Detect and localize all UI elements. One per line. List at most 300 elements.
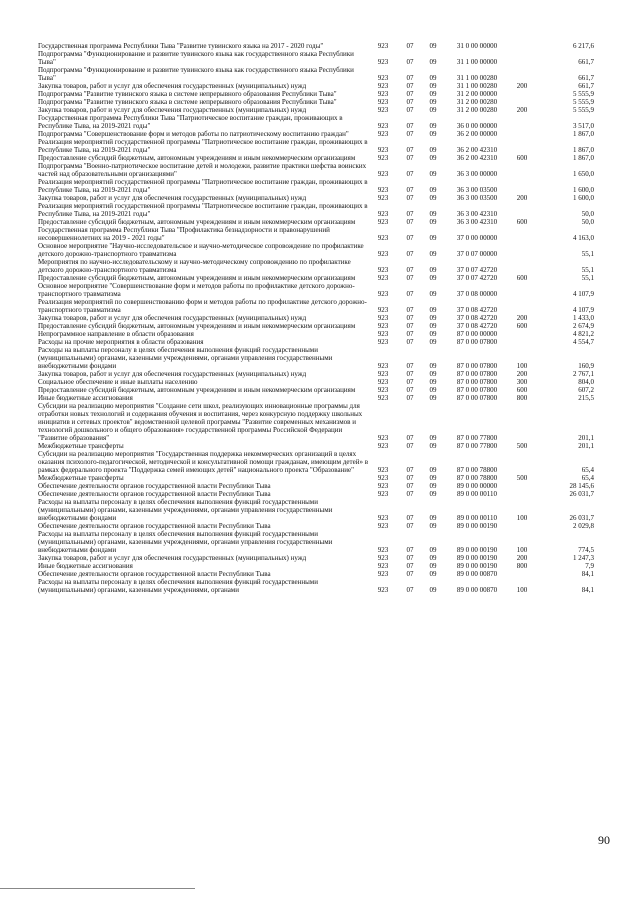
row-expense-type <box>510 570 534 578</box>
row-amount: 55,1 <box>581 274 594 282</box>
row-amount: 1 247,3 <box>573 554 594 562</box>
row-amount: 4 163,0 <box>573 234 594 242</box>
row-expense-type <box>510 42 534 50</box>
row-name: Расходы на выплаты персоналу в целях обеспечения выполнения функций государственными (муниципальными) органами, казенными учреждениями, органами <box>38 578 318 594</box>
row-subsection: 09 <box>429 218 437 226</box>
row-subsection: 09 <box>429 98 437 106</box>
table-row <box>38 50 594 66</box>
row-section: 07 <box>406 362 414 370</box>
row-section: 07 <box>406 434 414 442</box>
row-ministry: 923 <box>377 234 389 242</box>
row-section: 07 <box>406 554 414 562</box>
row-section: 07 <box>406 210 414 218</box>
row-subsection: 09 <box>429 58 437 66</box>
row-ministry: 923 <box>377 266 389 274</box>
table-row <box>38 138 594 154</box>
row-target-article: 87 0 00 00000 <box>456 330 498 338</box>
row-section: 07 <box>406 146 414 154</box>
row-subsection: 09 <box>429 522 437 530</box>
row-ministry: 923 <box>377 210 389 218</box>
row-expense-type: 100 <box>516 546 528 554</box>
row-name: Предоставление субсидий бюджетным, автономным учреждениям и иным некоммерческим организациям <box>38 274 356 282</box>
row-subsection: 09 <box>429 338 437 346</box>
row-amount: 774,5 <box>578 546 594 554</box>
row-ministry: 923 <box>377 274 389 282</box>
row-target-article: 87 0 00 77800 <box>456 442 498 450</box>
row-section: 07 <box>406 106 414 114</box>
row-amount: 26 031,7 <box>569 514 594 522</box>
row-section: 07 <box>406 98 414 106</box>
row-name: Предоставление субсидий бюджетным, автономным учреждениям и иным некоммерческим организациям <box>38 386 356 394</box>
row-name: Субсидии на реализацию мероприятия "Создание сети школ, реализующих инновационные программы для отработки новых технологий и содержания обучения и воспитания, через конкурсную поддержку школьных инициатив и сетевых проектов" ведомственной целевой программы "Развитие современных механизмов и технологий дошкольного и общего образования» государственной программы Российской Федерации "Развитие образования" <box>38 402 363 442</box>
row-amount: 1 433,0 <box>573 314 594 322</box>
row-expense-type <box>510 66 534 82</box>
row-target-article: 89 0 00 00190 <box>456 554 498 562</box>
row-name: Предоставление субсидий бюджетным, автономным учреждениям и иным некоммерческим организациям <box>38 218 356 226</box>
row-section: 07 <box>406 250 414 258</box>
row-ministry: 923 <box>377 186 389 194</box>
row-section: 07 <box>406 74 414 82</box>
row-amount: 2 029,8 <box>573 522 594 530</box>
row-expense-type <box>510 138 534 154</box>
row-section: 07 <box>406 442 414 450</box>
row-subsection: 09 <box>429 434 437 442</box>
row-ministry: 923 <box>377 386 389 394</box>
row-name: Предоставление субсидий бюджетным, автономным учреждениям и иным некоммерческим организациям <box>38 322 356 330</box>
row-section: 07 <box>406 490 414 498</box>
row-expense-type: 100 <box>516 514 528 522</box>
row-ministry: 923 <box>377 338 389 346</box>
table-row <box>38 402 594 442</box>
row-ministry: 923 <box>377 562 389 570</box>
row-expense-type: 800 <box>516 394 528 402</box>
row-expense-type <box>510 162 534 178</box>
row-section: 07 <box>406 330 414 338</box>
row-subsection: 09 <box>429 82 437 90</box>
row-section: 07 <box>406 522 414 530</box>
row-name: Государственная программа Республики Тыва "Развитие тувинского языка на 2017 - 2020 годы" <box>38 42 324 50</box>
row-name: Подпрограмма "Совершенствование форм и методов работы по патриотическому воспитанию граждан" <box>38 130 349 138</box>
row-ministry: 923 <box>377 514 389 522</box>
row-section: 07 <box>406 370 414 378</box>
row-amount: 1 867,0 <box>573 154 594 162</box>
row-subsection: 09 <box>429 290 437 298</box>
table-row <box>38 346 594 370</box>
row-expense-type: 200 <box>516 370 528 378</box>
row-subsection: 09 <box>429 362 437 370</box>
row-expense-type: 600 <box>516 386 528 394</box>
row-subsection: 09 <box>429 210 437 218</box>
row-target-article: 89 0 00 00110 <box>457 490 497 498</box>
table-row <box>38 490 594 498</box>
table-row <box>38 322 594 330</box>
row-name: Обеспечение деятельности органов государственной власти Республики Тыва <box>38 482 271 490</box>
row-ministry: 923 <box>377 546 389 554</box>
row-target-article: 31 1 00 00000 <box>456 58 498 66</box>
page-number: 90 <box>598 833 610 847</box>
row-target-article: 89 0 00 00870 <box>456 586 498 594</box>
table-row <box>38 98 594 106</box>
row-ministry: 923 <box>377 74 389 82</box>
row-target-article: 89 0 00 00110 <box>457 514 497 522</box>
row-section: 07 <box>406 482 414 490</box>
row-target-article: 37 0 08 42720 <box>456 322 498 330</box>
row-subsection: 09 <box>429 146 437 154</box>
table-row <box>38 114 594 130</box>
row-name: Социальное обеспечение и иные выплаты населению <box>38 378 198 386</box>
row-name: Обеспечение деятельности органов государственной власти Республики Тыва <box>38 570 271 578</box>
row-name: Подпрограмма "Развитие тувинского языка в системе непрерывного образования Республики Тыва" <box>38 98 337 106</box>
row-ministry: 923 <box>377 250 389 258</box>
row-ministry: 923 <box>377 194 389 202</box>
row-ministry: 923 <box>377 170 389 178</box>
row-expense-type: 500 <box>516 442 528 450</box>
row-subsection: 09 <box>429 570 437 578</box>
table-row <box>38 298 594 314</box>
row-section: 07 <box>406 194 414 202</box>
row-section: 07 <box>406 82 414 90</box>
row-expense-type: 500 <box>516 474 528 482</box>
row-ministry: 923 <box>377 130 389 138</box>
row-subsection: 09 <box>429 266 437 274</box>
row-ministry: 923 <box>377 522 389 530</box>
row-name: Закупка товаров, работ и услуг для обеспечения государственных (муниципальных) нужд <box>38 554 307 562</box>
row-subsection: 09 <box>429 314 437 322</box>
row-section: 07 <box>406 378 414 386</box>
row-name: Межбюджетные трансферты <box>38 442 124 450</box>
row-ministry: 923 <box>377 378 389 386</box>
table-row <box>38 530 594 554</box>
row-expense-type <box>510 482 534 490</box>
row-target-article: 87 0 00 07800 <box>456 378 498 386</box>
row-name: Иные бюджетные ассигнования <box>38 394 133 402</box>
row-ministry: 923 <box>377 394 389 402</box>
table-row <box>38 42 594 50</box>
table-row <box>38 338 594 346</box>
table-row <box>38 570 594 578</box>
row-target-article: 36 3 00 03500 <box>456 194 498 202</box>
table-row <box>38 242 594 258</box>
row-expense-type: 200 <box>516 314 528 322</box>
row-name: Реализация мероприятий государственной программы "Патриотическое воспитание граждан, проживающих в Республике Тыва, на 2019-2021 годы" <box>38 138 368 154</box>
row-name: Реализация мероприятий государственной программы "Патриотическое воспитание граждан, проживающих в Республике Тыва, на 2019-2021 годы" <box>38 178 368 194</box>
table-row <box>38 162 594 178</box>
row-amount: 5 555,9 <box>573 106 594 114</box>
row-amount: 661,7 <box>578 74 594 82</box>
table-row <box>38 194 594 202</box>
row-name: Реализация мероприятий государственной программы "Патриотическое воспитание граждан, проживающих в Республике Тыва, на 2019-2021 годы" <box>38 202 368 218</box>
table-row <box>38 554 594 562</box>
row-amount: 661,7 <box>578 82 594 90</box>
table-row <box>38 106 594 114</box>
table-row <box>38 578 594 594</box>
row-ministry: 923 <box>377 554 389 562</box>
row-section: 07 <box>406 570 414 578</box>
row-amount: 3 517,0 <box>573 122 594 130</box>
row-expense-type <box>510 130 534 138</box>
row-subsection: 09 <box>429 442 437 450</box>
table-row <box>38 66 594 82</box>
row-amount: 607,2 <box>578 386 594 394</box>
row-section: 07 <box>406 266 414 274</box>
row-section: 07 <box>406 90 414 98</box>
row-ministry: 923 <box>377 330 389 338</box>
row-expense-type: 100 <box>516 362 528 370</box>
row-amount: 65,4 <box>581 466 594 474</box>
row-amount: 1 650,0 <box>573 170 594 178</box>
row-expense-type <box>510 450 534 474</box>
row-amount: 50,0 <box>581 210 594 218</box>
row-expense-type <box>510 330 534 338</box>
row-expense-type <box>510 242 534 258</box>
row-ministry: 923 <box>377 82 389 90</box>
row-name: Основное мероприятие "Научно-исследовательское и научно-методическое сопровождение по профилактике детского дорожно-транспортного травматизма <box>38 242 364 258</box>
row-subsection: 09 <box>429 466 437 474</box>
row-target-article: 37 0 07 42720 <box>456 266 498 274</box>
row-expense-type: 300 <box>516 378 528 386</box>
row-amount: 1 600,0 <box>573 186 594 194</box>
row-subsection: 09 <box>429 274 437 282</box>
row-name: Закупка товаров, работ и услуг для обеспечения государственных (муниципальных) нужд <box>38 82 307 90</box>
row-subsection: 09 <box>429 474 437 482</box>
row-ministry: 923 <box>377 362 389 370</box>
row-section: 07 <box>406 546 414 554</box>
row-amount: 6 217,6 <box>573 42 594 50</box>
row-target-article: 31 1 00 00280 <box>456 82 498 90</box>
table-row <box>38 370 594 378</box>
row-section: 07 <box>406 234 414 242</box>
row-target-article: 37 0 07 00000 <box>456 250 498 258</box>
row-subsection: 09 <box>429 170 437 178</box>
row-expense-type: 100 <box>516 586 528 594</box>
row-name: Расходы на выплаты персоналу в целях обеспечения выполнения функций государственными (муниципальными) органами, казенными учреждениями, органами управления государственными внебюджетными фондами <box>38 346 333 370</box>
row-amount: 84,1 <box>581 570 594 578</box>
row-target-article: 36 3 00 00000 <box>456 170 498 178</box>
row-section: 07 <box>406 58 414 66</box>
row-expense-type: 600 <box>516 274 528 282</box>
row-expense-type <box>510 90 534 98</box>
row-name: Обеспечение деятельности органов государственной власти Республики Тыва <box>38 522 271 530</box>
table-row <box>38 522 594 530</box>
row-section: 07 <box>406 394 414 402</box>
row-ministry: 923 <box>377 290 389 298</box>
row-name: Непрограммное направление в области образования <box>38 330 194 338</box>
row-target-article: 36 2 00 42310 <box>456 154 498 162</box>
row-ministry: 923 <box>377 442 389 450</box>
row-expense-type <box>510 226 534 242</box>
row-ministry: 923 <box>377 106 389 114</box>
row-expense-type <box>510 298 534 314</box>
row-expense-type: 600 <box>516 154 528 162</box>
row-amount: 65,4 <box>581 474 594 482</box>
table-row <box>38 450 594 474</box>
row-subsection: 09 <box>429 42 437 50</box>
row-subsection: 09 <box>429 554 437 562</box>
row-name: Подпрограмма "Военно-патриотическое воспитание детей и молодежи, развитие практики шефства воинских частей над образовательными организациями" <box>38 162 367 178</box>
row-amount: 1 867,0 <box>573 130 594 138</box>
row-expense-type: 800 <box>516 562 528 570</box>
row-amount: 160,9 <box>578 362 594 370</box>
row-amount: 4 107,9 <box>573 290 594 298</box>
row-target-article: 37 0 00 00000 <box>456 234 498 242</box>
row-subsection: 09 <box>429 490 437 498</box>
row-target-article: 37 0 08 42720 <box>456 306 498 314</box>
row-target-article: 37 0 08 00000 <box>456 290 498 298</box>
row-name: Расходы на выплаты персоналу в целях обеспечения выполнения функций государственными (муниципальными) органами, казенными учреждениями, органами управления государственными внебюджетными фондами <box>38 530 333 554</box>
row-section: 07 <box>406 306 414 314</box>
row-ministry: 923 <box>377 146 389 154</box>
row-name: Реализация мероприятий по совершенствованию форм и методов работы по профилактике детского дорожно-транспортного травматизма <box>38 298 367 314</box>
row-expense-type <box>510 178 534 194</box>
row-name: Субсидии на реализацию мероприятия "Государственная поддержка некоммерческих организаций в целях оказания психолого-педагогической, методической и консультативной помощи гражданам, имеющим детей» в рамках федерального проекта "Поддержка семей имеющих детей" национального проекта "Образование" <box>38 450 368 474</box>
row-amount: 28 145,6 <box>569 482 594 490</box>
budget-table-body <box>38 42 594 594</box>
row-name: Подпрограмма "Функционирование и развитие тувинского языка как государственного языка Республики Тыва" <box>38 66 354 82</box>
row-section: 07 <box>406 170 414 178</box>
row-target-article: 87 0 00 77800 <box>456 434 498 442</box>
row-expense-type: 200 <box>516 106 528 114</box>
row-name: Основное мероприятие "Совершенствование форм и методов работы по профилактике детского дорожно-транспортного травматизма <box>38 282 355 298</box>
row-subsection: 09 <box>429 250 437 258</box>
row-ministry: 923 <box>377 122 389 130</box>
table-row <box>38 378 594 386</box>
row-target-article: 31 2 00 00000 <box>456 90 498 98</box>
row-amount: 804,0 <box>578 378 594 386</box>
row-name: Предоставление субсидий бюджетным, автономным учреждениям и иным некоммерческим организациям <box>38 154 356 162</box>
budget-table <box>38 42 594 594</box>
table-row <box>38 274 594 282</box>
footer-rule <box>0 888 195 889</box>
row-name: Закупка товаров, работ и услуг для обеспечения государственных (муниципальных) нужд <box>38 106 307 114</box>
row-target-article: 31 1 00 00280 <box>456 74 498 82</box>
row-section: 07 <box>406 314 414 322</box>
row-amount: 4 821,2 <box>573 330 594 338</box>
row-subsection: 09 <box>429 130 437 138</box>
row-target-article: 87 0 00 78800 <box>456 474 498 482</box>
row-ministry: 923 <box>377 474 389 482</box>
row-amount: 5 555,9 <box>573 98 594 106</box>
row-section: 07 <box>406 122 414 130</box>
row-target-article: 36 2 00 00000 <box>456 130 498 138</box>
row-section: 07 <box>406 154 414 162</box>
row-amount: 55,1 <box>581 266 594 274</box>
row-target-article: 89 0 00 00870 <box>456 570 498 578</box>
row-ministry: 923 <box>377 570 389 578</box>
row-expense-type: 600 <box>516 218 528 226</box>
row-expense-type <box>510 202 534 218</box>
row-subsection: 09 <box>429 186 437 194</box>
row-subsection: 09 <box>429 562 437 570</box>
table-row <box>38 282 594 298</box>
row-target-article: 36 3 00 42310 <box>456 218 498 226</box>
row-expense-type <box>510 258 534 274</box>
row-amount: 1 600,0 <box>573 194 594 202</box>
row-section: 07 <box>406 562 414 570</box>
row-name: Закупка товаров, работ и услуг для обеспечения государственных (муниципальных) нужд <box>38 194 307 202</box>
row-target-article: 36 3 00 03500 <box>456 186 498 194</box>
row-ministry: 923 <box>377 314 389 322</box>
row-target-article: 37 0 07 42720 <box>456 274 498 282</box>
table-row <box>38 442 594 450</box>
row-ministry: 923 <box>377 42 389 50</box>
table-row <box>38 218 594 226</box>
row-name: Иные бюджетные ассигнования <box>38 562 133 570</box>
row-subsection: 09 <box>429 386 437 394</box>
row-amount: 4 554,7 <box>573 338 594 346</box>
row-target-article: 87 0 00 07800 <box>456 386 498 394</box>
row-expense-type: 200 <box>516 82 528 90</box>
row-ministry: 923 <box>377 90 389 98</box>
row-ministry: 923 <box>377 58 389 66</box>
table-row <box>38 394 594 402</box>
row-target-article: 31 0 00 00000 <box>456 42 498 50</box>
row-amount: 1 867,0 <box>573 146 594 154</box>
row-subsection: 09 <box>429 330 437 338</box>
row-subsection: 09 <box>429 322 437 330</box>
row-section: 07 <box>406 474 414 482</box>
row-section: 07 <box>406 514 414 522</box>
table-row <box>38 474 594 482</box>
row-ministry: 923 <box>377 322 389 330</box>
row-expense-type: 200 <box>516 194 528 202</box>
row-ministry: 923 <box>377 370 389 378</box>
row-name: Государственная программа Республики Тыва "Патриотическое воспитание граждан, проживающих в Республике Тыва, на 2019-2021 годы" <box>38 114 343 130</box>
row-target-article: 36 3 00 42310 <box>456 210 498 218</box>
row-expense-type <box>510 402 534 442</box>
row-subsection: 09 <box>429 306 437 314</box>
row-section: 07 <box>406 218 414 226</box>
row-subsection: 09 <box>429 394 437 402</box>
row-section: 07 <box>406 322 414 330</box>
row-section: 07 <box>406 586 414 594</box>
row-section: 07 <box>406 290 414 298</box>
row-target-article: 87 0 00 07800 <box>456 362 498 370</box>
row-amount: 50,0 <box>581 218 594 226</box>
row-target-article: 89 0 00 00190 <box>456 522 498 530</box>
row-name: Закупка товаров, работ и услуг для обеспечения государственных (муниципальных) нужд <box>38 314 307 322</box>
table-row <box>38 82 594 90</box>
row-expense-type <box>510 490 534 498</box>
row-name: Расходы на выплаты персоналу в целях обеспечения выполнения функций государственными (муниципальными) органами, казенными учреждениями, органами управления государственными внебюджетными фондами <box>38 498 333 522</box>
row-name: Мероприятия по научно-исследовательскому и научно-методическому сопровождению по профилактике детского дорожно-транспортного травматизма <box>38 258 351 274</box>
row-ministry: 923 <box>377 98 389 106</box>
row-subsection: 09 <box>429 74 437 82</box>
table-row <box>38 498 594 522</box>
row-ministry: 923 <box>377 466 389 474</box>
row-amount: 2 767,1 <box>573 370 594 378</box>
table-row <box>38 258 594 274</box>
table-row <box>38 202 594 218</box>
row-section: 07 <box>406 274 414 282</box>
row-section: 07 <box>406 466 414 474</box>
row-target-article: 31 2 00 00280 <box>456 106 498 114</box>
row-amount: 26 031,7 <box>569 490 594 498</box>
row-ministry: 923 <box>377 434 389 442</box>
row-amount: 661,7 <box>578 58 594 66</box>
row-subsection: 09 <box>429 106 437 114</box>
row-subsection: 09 <box>429 194 437 202</box>
row-amount: 4 107,9 <box>573 306 594 314</box>
row-subsection: 09 <box>429 586 437 594</box>
row-subsection: 09 <box>429 546 437 554</box>
row-expense-type <box>510 50 534 66</box>
row-expense-type <box>510 282 534 298</box>
row-name: Расходы на прочие мероприятия в области образования <box>38 338 204 346</box>
row-subsection: 09 <box>429 154 437 162</box>
table-row <box>38 386 594 394</box>
row-ministry: 923 <box>377 490 389 498</box>
row-amount: 84,1 <box>581 586 594 594</box>
